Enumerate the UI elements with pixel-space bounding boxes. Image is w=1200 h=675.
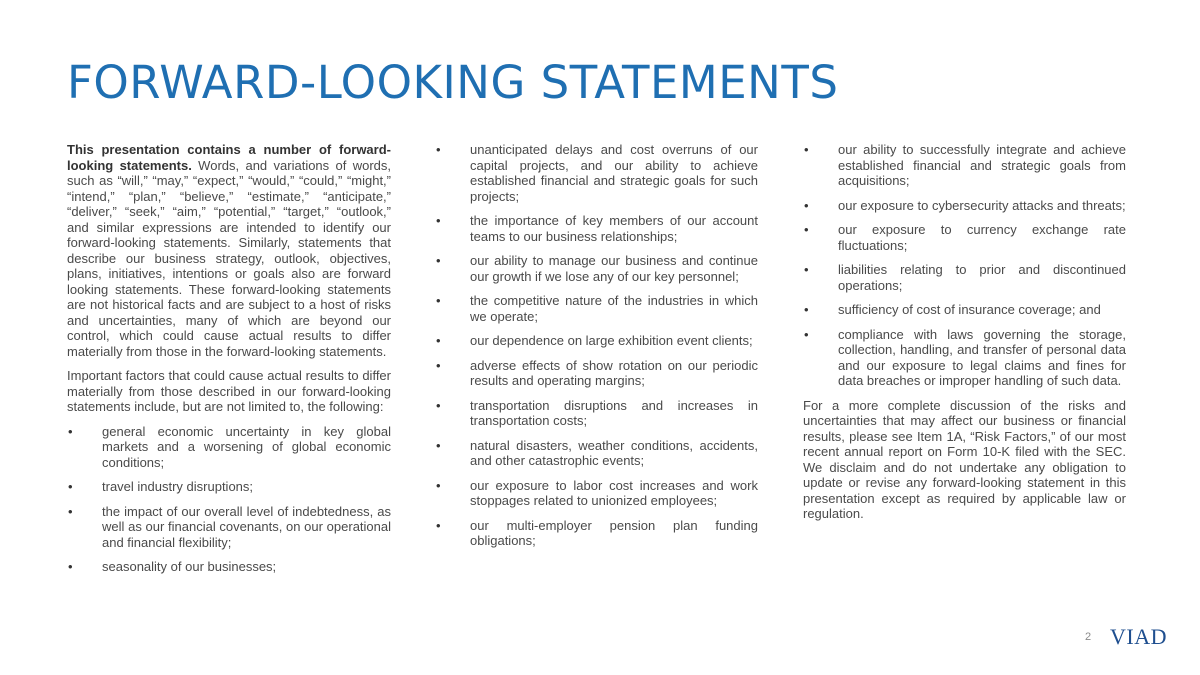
list-item [803, 222, 1126, 253]
list-item-text: adverse effects of show rotation on our periodic results and operating margins; [470, 357, 758, 388]
list-item [435, 333, 758, 349]
list-item-text: sufficiency of cost of insurance coverage; and [838, 302, 1101, 317]
list-item-text: liabilities relating to prior and discontinued operations; [838, 262, 1126, 293]
bullet-icon: • [804, 222, 809, 237]
list-item [67, 559, 391, 575]
bullet-icon: • [68, 559, 73, 574]
bullet-icon: • [804, 142, 809, 157]
column-left [67, 142, 391, 584]
column-middle [435, 142, 758, 558]
bullet-icon: • [804, 262, 809, 277]
list-item-text: transportation disruptions and increases in transportation costs; [470, 397, 758, 428]
slide-title: FORWARD-LOOKING STATEMENTS [67, 56, 839, 109]
bullet-icon: • [804, 197, 809, 213]
list-item-text: our exposure to labor cost increases and work stoppages related to unionized employees; [470, 477, 758, 508]
list-item-text: seasonality of our businesses; [102, 559, 277, 574]
bullet-icon: • [436, 397, 441, 413]
list-item [803, 198, 1126, 214]
bullet-icon: • [436, 213, 441, 228]
list-item-text: travel industry disruptions; [102, 479, 254, 494]
list-item [67, 479, 391, 495]
list-item-text: our dependence on large exhibition event clients; [470, 333, 753, 348]
list-item [803, 327, 1126, 389]
bullet-icon: • [68, 423, 73, 439]
bullet-icon: • [436, 333, 441, 348]
list-item-text: compliance with laws governing the storage, collection, handling, and transfer of personal data and our exposure to legal claims and fines for data breaches or improper handling of such data. [838, 326, 1126, 388]
intro-text: Words, and variations of words, such as “will,” “may,” “expect,” “would,” “could,” “might,” “intend,” “plan,” “believe,” “estimate,” “anticipate,” “deliver,” “seek,” “aim,” “potential,” “target,” “outlook,” and similar expressions are intended to identify our forward-looking statements. Similarly, statements that describe our business strategy, outlook, objectives, plans, initiatives, intentions or goals also are forward looking statements. These forward-looking statements are not historical facts and are subject to a host of risks and uncertainties, many of which are beyond our control, which could cause actual results to differ materially from those in the forward-looking statements. [67, 157, 392, 359]
bullet-icon: • [436, 357, 441, 373]
list-item [435, 518, 758, 549]
bullet-icon: • [436, 142, 441, 157]
bullet-list-left [67, 424, 391, 575]
bullet-icon: • [68, 479, 73, 494]
bullet-list-right [803, 142, 1126, 389]
page-number: 2 [1085, 631, 1092, 643]
viad-logo: VIAD [1110, 624, 1167, 649]
list-item [435, 478, 758, 509]
list-item-text: the impact of our overall level of indebtedness, as well as our financial covenants, on our operational and financial flexibility; [102, 503, 391, 550]
list-item [435, 213, 758, 244]
list-item-text: natural disasters, weather conditions, accidents, and other catastrophic events; [470, 437, 758, 468]
bullet-icon: • [436, 253, 441, 268]
bullet-icon: • [804, 326, 809, 342]
bullet-icon: • [436, 293, 441, 308]
factors-paragraph: Important factors that could cause actual results to differ materially from those described in our forward-looking statements include, but are not limited to, the following: [67, 368, 391, 414]
list-item-text: unanticipated delays and cost overruns of our capital projects, and our ability to achieve established financial and strategic goals for such projects; [470, 142, 758, 204]
list-item [803, 142, 1126, 189]
bullet-icon: • [436, 437, 441, 453]
bullet-list-middle [435, 142, 758, 549]
bullet-icon: • [436, 517, 441, 533]
list-item [435, 438, 758, 469]
list-item [435, 398, 758, 429]
column-right [803, 142, 1126, 531]
list-item [435, 142, 758, 204]
list-item-text: our ability to successfully integrate and achieve established financial and strategic goals from acquisitions; [838, 142, 1126, 188]
list-item [67, 424, 391, 471]
list-item [803, 302, 1126, 318]
list-item-text: our multi-employer pension plan funding obligations; [470, 517, 758, 548]
list-item [435, 253, 758, 284]
list-item [435, 293, 758, 324]
list-item-text: our exposure to cybersecurity attacks and threats; [838, 197, 1126, 213]
list-item [67, 504, 391, 551]
list-item-text: general economic uncertainty in key global markets and a worsening of global economic conditions; [102, 423, 391, 470]
list-item [803, 262, 1126, 293]
bullet-icon: • [68, 503, 73, 519]
bullet-icon: • [804, 302, 809, 317]
intro-paragraph [67, 142, 391, 359]
list-item [435, 358, 758, 389]
list-item-text: the competitive nature of the industries in which we operate; [470, 293, 758, 324]
intro-bold-text: This presentation contains a number of forward-looking statements. [67, 142, 391, 173]
list-item-text: our ability to manage our business and continue our growth if we lose any of our key personnel; [470, 253, 758, 284]
bullet-icon: • [436, 477, 441, 493]
list-item-text: our exposure to currency exchange rate fluctuations; [838, 222, 1126, 253]
closing-paragraph: For a more complete discussion of the risks and uncertainties that may affect our business or financial results, please see Item 1A, “Risk Factors,” of our most recent annual report on Form 10-K filed with the SEC. We disclaim and do not undertake any obligation to update or revise any forward-looking statement in this presentation except as required by applicable law or regulation. [803, 397, 1126, 521]
list-item-text: the importance of key members of our account teams to our business relationships; [470, 213, 758, 244]
